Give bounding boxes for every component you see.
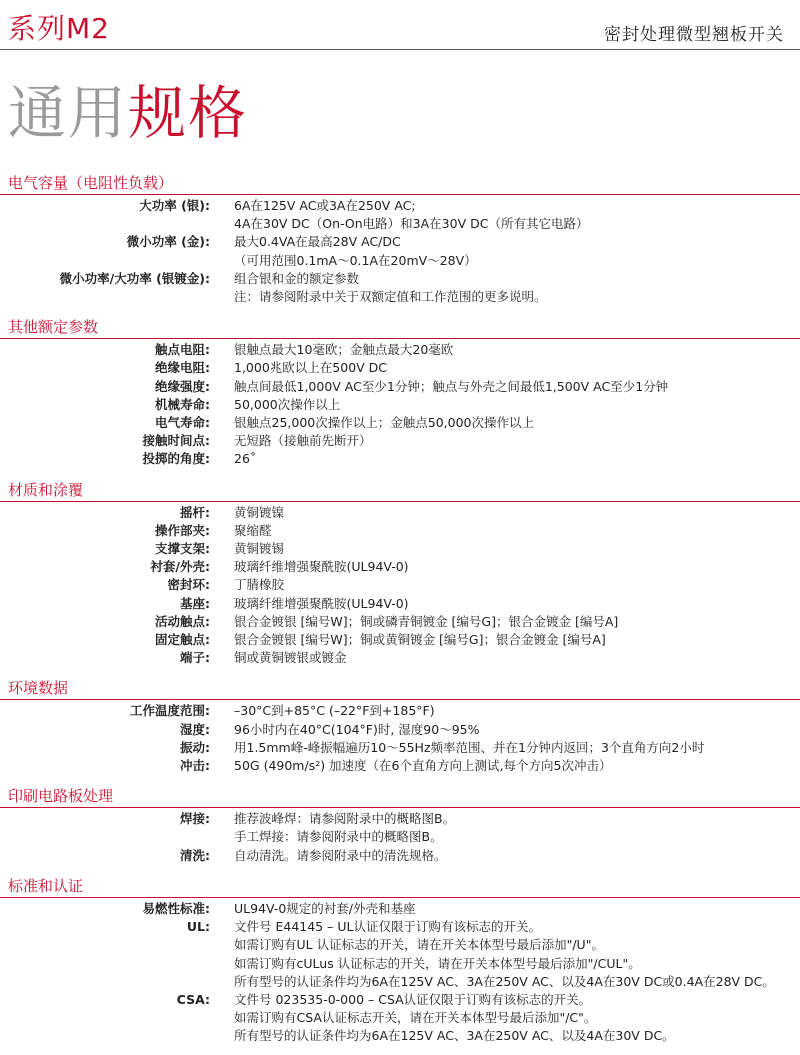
- spec-label: 触点电阻:: [155, 342, 210, 358]
- spec-label: 湿度:: [180, 721, 210, 737]
- section-title: 材质和涂覆: [8, 480, 84, 499]
- spec-label: CSA:: [176, 991, 210, 1007]
- spec-row: [0, 540, 800, 558]
- spec-row: [0, 955, 800, 973]
- spec-value: 文件号 023535-0-000 – CSA认证仅限于订购有该标志的开关。: [234, 991, 592, 1007]
- spec-label: [0, 828, 210, 846]
- spec-row: [0, 270, 800, 288]
- spec-value: 银触点25,000次操作以上；金触点50,000次操作以上: [234, 415, 534, 431]
- spec-value: 组合银和金的额定参数: [234, 270, 360, 286]
- spec-row: [0, 631, 800, 649]
- spec-row: [0, 359, 800, 377]
- spec-label: 活动触点:: [155, 613, 210, 629]
- spec-label: [0, 252, 210, 270]
- section-divider: [0, 194, 800, 195]
- spec-row: [0, 233, 800, 251]
- spec-row: [0, 378, 800, 396]
- spec-label: 摇杆:: [180, 504, 210, 520]
- page-title-part2: 规格: [128, 79, 249, 147]
- section-title: 电气容量（电阻性负载）: [8, 174, 174, 192]
- spec-label: 密封环:: [167, 577, 210, 593]
- spec-value: 推荐波峰焊：请参阅附录中的概略图B。: [234, 811, 456, 827]
- spec-value: 聚缩醛: [234, 522, 272, 538]
- spec-value: 玻璃纤维增强聚酰胺(UL94V-0): [234, 559, 409, 575]
- spec-row: [0, 847, 800, 865]
- spec-row: [0, 522, 800, 540]
- section-divider: [0, 501, 800, 502]
- spec-row: [0, 215, 800, 233]
- spec-label: [0, 936, 210, 954]
- spec-value: 如需订购有cULus 认证标志的开关，请在开关本体型号最后添加"/CUL"。: [234, 955, 641, 971]
- spec-row: [0, 432, 800, 450]
- spec-value: 银合金镀银 [编号W]；铜或磷青铜镀金 [编号G]；银合金镀金 [编号A]: [234, 613, 619, 629]
- spec-label: 工作温度范围:: [130, 703, 210, 719]
- spec-label: 绝缘强度:: [155, 378, 210, 394]
- spec-row: [0, 649, 800, 667]
- spec-value: 26˚: [234, 451, 257, 467]
- spec-label: 微小功率/大功率 (银镀金):: [59, 270, 210, 286]
- spec-value: 用1.5mm峰-峰振幅遍历10～55Hz频率范围、并在1分钟内返回；3个直角方向2小时: [234, 739, 705, 755]
- header-divider: [0, 49, 800, 50]
- spec-label: 微小功率 (金):: [126, 234, 210, 250]
- product-subtitle: 密封处理微型翘板开关: [604, 25, 784, 45]
- spec-value: 丁腈橡胶: [234, 577, 285, 593]
- spec-row: [0, 1027, 800, 1045]
- spec-label: 固定触点:: [155, 632, 210, 648]
- spec-value: –30°C到+85°C (–22°F到+185°F): [234, 703, 435, 719]
- spec-value: 黄铜镀镍: [234, 504, 285, 520]
- spec-row: [0, 1009, 800, 1027]
- spec-value: 自动清洗。请参阅附录中的清洗规格。: [234, 847, 447, 863]
- spec-row: [0, 252, 800, 270]
- spec-row: [0, 918, 800, 936]
- spec-value: 如需订购有UL 认证标志的开关，请在开关本体型号最后添加"/U"。: [234, 937, 604, 953]
- section-divider: [0, 338, 800, 339]
- page-header: [0, 0, 800, 50]
- spec-label: 基座:: [180, 595, 210, 611]
- spec-label: 衬套/外壳:: [150, 559, 210, 575]
- spec-label: [0, 973, 210, 991]
- spec-row: [0, 613, 800, 631]
- spec-label: 焊接:: [180, 811, 210, 827]
- spec-label: 电气寿命:: [155, 415, 210, 431]
- spec-row: [0, 810, 800, 828]
- spec-row: [0, 828, 800, 846]
- spec-label: 大功率 (银):: [139, 198, 210, 213]
- section-divider: [0, 699, 800, 700]
- spec-value: 1,000兆欧以上在500V DC: [234, 360, 388, 376]
- spec-value: （可用范围0.1mA～0.1A在20mV～28V）: [234, 252, 477, 268]
- spec-row: [0, 721, 800, 739]
- spec-value: 4A在30V DC（On-On电路）和3A在30V DC（所有其它电路）: [234, 216, 589, 232]
- spec-value: 50,000次操作以上: [234, 396, 341, 412]
- spec-row: [0, 576, 800, 594]
- spec-label: 冲击:: [180, 758, 210, 774]
- spec-label: 操作部夹:: [155, 522, 210, 538]
- spec-value: 所有型号的认证条件均为6A在125V AC、3A在250V AC、以及4A在30V DC。: [234, 1028, 675, 1044]
- spec-row: [0, 341, 800, 359]
- spec-value: 最大0.4VA在最高28V AC/DC: [234, 234, 401, 250]
- spec-value: 50G (490m/s²) 加速度（在6个直角方向上测试,每个方向5次冲击）: [234, 758, 612, 774]
- spec-label: 投掷的角度:: [142, 451, 210, 467]
- spec-row: [0, 450, 800, 468]
- section-title: 标准和认证: [8, 876, 84, 895]
- page-title: [8, 78, 248, 148]
- section-title: 其他额定参数: [8, 318, 99, 337]
- spec-label: 易燃性标准:: [142, 900, 210, 916]
- spec-label: 支撑支架:: [155, 541, 210, 557]
- spec-label: 机械寿命:: [155, 396, 210, 412]
- spec-row: [0, 197, 800, 215]
- spec-value: 6A在125V AC或3A在250V AC;: [234, 198, 416, 213]
- spec-row: [0, 936, 800, 954]
- spec-value: 所有型号的认证条件均为6A在125V AC、3A在250V AC、以及4A在30V DC或0.4A在28V DC。: [234, 973, 775, 989]
- spec-row: [0, 396, 800, 414]
- spec-row: [0, 288, 800, 306]
- spec-value: UL94V-0规定的衬套/外壳和基座: [234, 900, 416, 916]
- spec-label: 绝缘电阻:: [155, 360, 210, 376]
- spec-row: [0, 558, 800, 576]
- spec-label: [0, 215, 210, 233]
- spec-value: 注：请参阅附录中关于双额定值和工作范围的更多说明。: [234, 289, 547, 305]
- spec-label: 端子:: [180, 650, 210, 666]
- spec-value: 触点间最低1,000V AC至少1分钟；触点与外壳之间最低1,500V AC至少1分钟: [234, 378, 669, 394]
- spec-value: 96小时内在40°C(104°F)时, 湿度90～95%: [234, 721, 480, 737]
- series-title: 系列M2: [8, 12, 110, 45]
- spec-value: 如需订购有CSA认证标志开关，请在开关本体型号最后添加"/C"。: [234, 1010, 597, 1026]
- spec-label: [0, 955, 210, 973]
- spec-label: 接触时间点:: [142, 433, 210, 449]
- spec-row: [0, 414, 800, 432]
- spec-label: [0, 1009, 210, 1027]
- spec-content: [0, 172, 800, 1046]
- spec-value: 文件号 E44145 – UL认证仅限于订购有该标志的开关。: [234, 919, 541, 935]
- spec-value: 银合金镀银 [编号W]；铜或黄铜镀金 [编号G]；银合金镀金 [编号A]: [234, 632, 606, 648]
- section-divider: [0, 807, 800, 808]
- spec-row: [0, 991, 800, 1009]
- spec-row: [0, 973, 800, 991]
- spec-row: [0, 757, 800, 775]
- spec-label: [0, 1027, 210, 1045]
- spec-value: 黄铜镀锡: [234, 541, 285, 557]
- page-title-part1: 通用: [8, 79, 129, 147]
- spec-label: UL:: [186, 919, 210, 935]
- spec-row: [0, 504, 800, 522]
- spec-label: 清洗:: [180, 847, 210, 863]
- spec-row: [0, 900, 800, 918]
- spec-row: [0, 702, 800, 720]
- spec-label: 振动:: [180, 739, 210, 755]
- spec-value: 银触点最大10毫欧；金触点最大20毫欧: [234, 342, 454, 358]
- section-title: 环境数据: [8, 679, 69, 698]
- spec-row: [0, 595, 800, 613]
- section-divider: [0, 897, 800, 898]
- spec-value: 玻璃纤维增强聚酰胺(UL94V-0): [234, 595, 409, 611]
- spec-value: 无短路（接触前先断开）: [234, 433, 372, 449]
- spec-row: [0, 739, 800, 757]
- section-title: 印刷电路板处理: [8, 787, 114, 806]
- spec-label: [0, 288, 210, 306]
- spec-value: 手工焊接：请参阅附录中的概略图B。: [234, 829, 443, 845]
- spec-value: 铜或黄铜镀银或镀金: [234, 650, 347, 666]
